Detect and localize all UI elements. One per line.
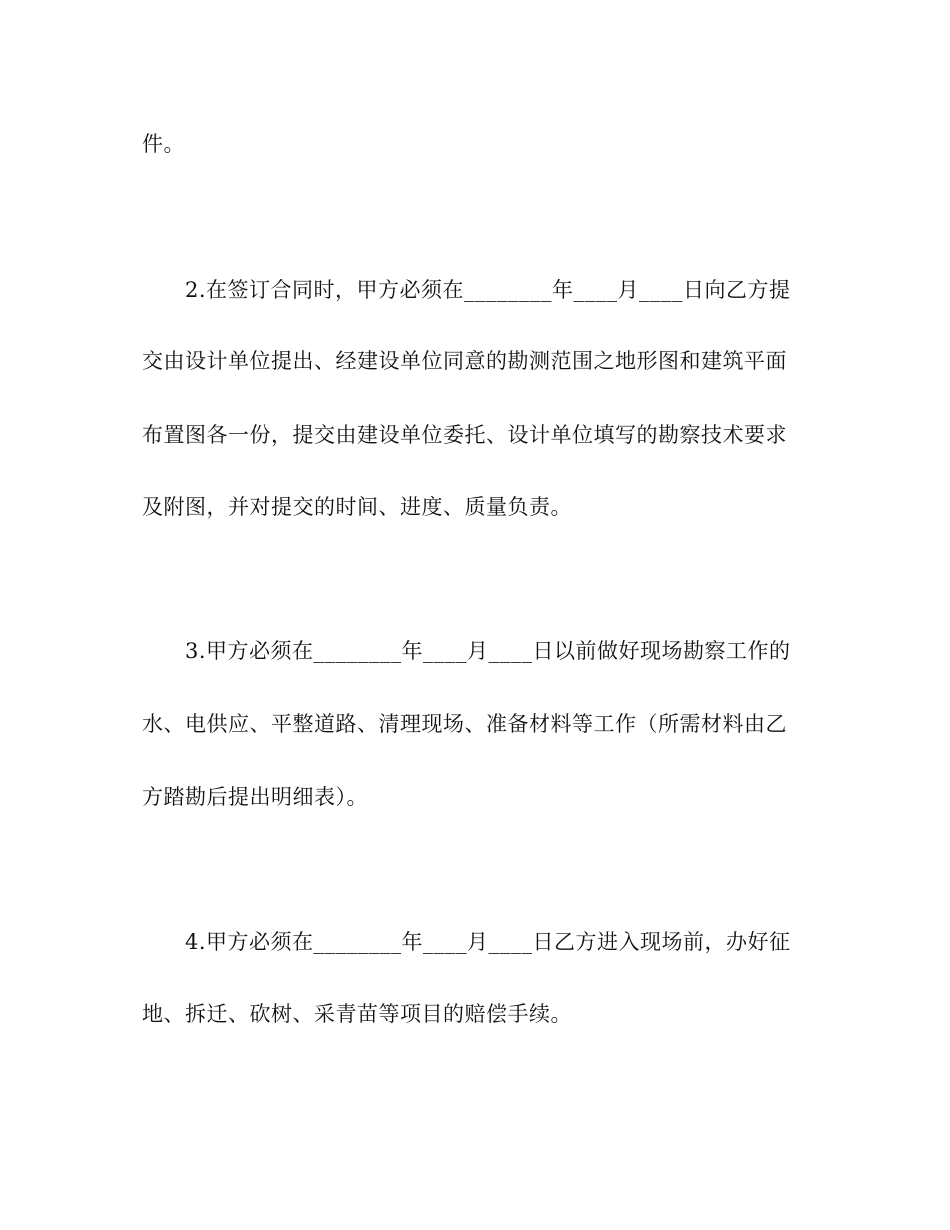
paragraph-line: 4.甲方必须在________年____月____日乙方进入现场前，办好征 <box>185 930 791 954</box>
paragraph-line: 水、电供应、平整道路、清理现场、准备材料等工作（所需材料由乙 <box>142 712 787 736</box>
paragraph-line: 方踏勘后提出明细表）。 <box>142 785 368 809</box>
paragraph-line: 2.在签订合同时，甲方必须在________年____月____日向乙方提 <box>185 278 791 302</box>
paragraph-line: 3.甲方必须在________年____月____日以前做好现场勘察工作的 <box>185 639 791 663</box>
continuation-text: 件。 <box>142 132 185 156</box>
paragraph-line: 及附图，并对提交的时间、进度、质量负责。 <box>142 495 572 519</box>
paragraph-line: 布置图各一份，提交由建设单位委托、设计单位填写的勘察技术要求 <box>142 423 787 447</box>
paragraph-line: 交由设计单位提出、经建设单位同意的勘测范围之地形图和建筑平面 <box>142 349 787 373</box>
paragraph-line: 地、拆迁、砍树、采青苗等项目的赔偿手续。 <box>142 1002 572 1026</box>
